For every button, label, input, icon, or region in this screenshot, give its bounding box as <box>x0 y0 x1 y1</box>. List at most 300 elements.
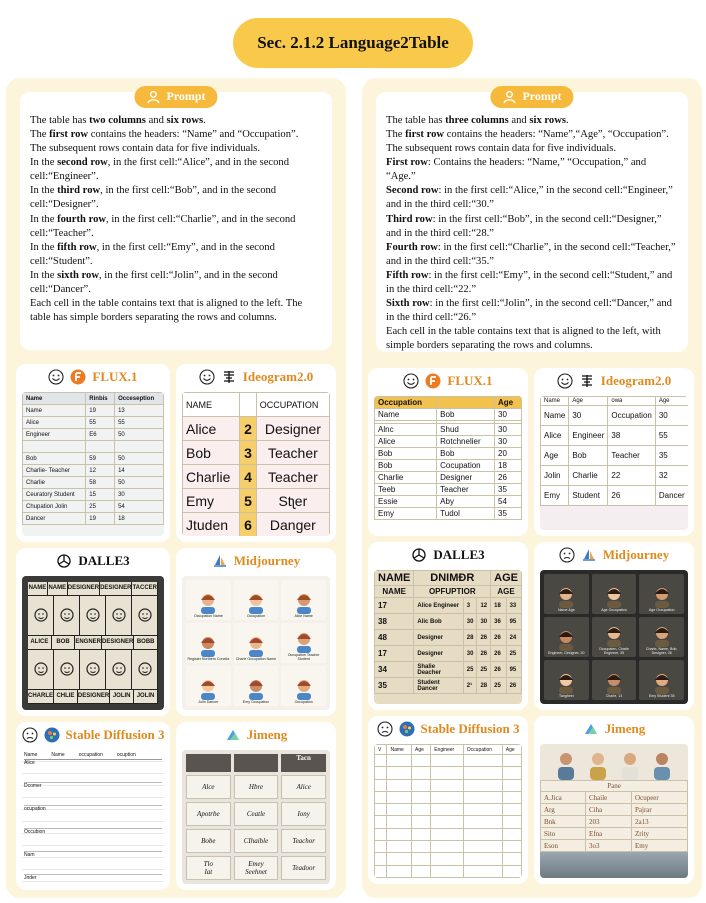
table-row <box>541 828 688 840</box>
model-name: Ideogram2.0 <box>242 369 314 384</box>
jimeng-tile <box>281 856 326 880</box>
table-cell: Dancer <box>23 513 86 525</box>
portrait-caption: Emy Student 35 <box>648 694 675 699</box>
table-cell <box>387 828 412 840</box>
portrait-icon <box>293 631 315 653</box>
portrait-tile <box>639 660 684 700</box>
prompt-emphasis: fifth row <box>57 241 97 253</box>
prompt-text-segment: The subsequent rows contain data for five individuals. <box>386 143 617 155</box>
table-cell: Aby <box>437 496 495 508</box>
dalle-cell: 26 <box>477 630 491 646</box>
table-row <box>23 441 164 453</box>
dalle-face-cell <box>80 596 106 635</box>
sd3-header-cell: ocuption <box>116 752 136 758</box>
prompt-text-segment: : in the first cell:“Emy”, in the second cell:“Student,” and in the third cell:“22.” <box>386 269 673 295</box>
dalle-cell: Shalie Deacher <box>414 662 463 678</box>
person-icon <box>587 750 609 780</box>
header-cell: Age <box>502 745 521 755</box>
table-cell <box>431 804 464 816</box>
table-cell <box>431 755 464 767</box>
table-cell <box>412 853 431 865</box>
table-row <box>23 501 164 513</box>
table-cell: Bob <box>375 460 437 472</box>
table-cell: 26 <box>495 472 522 484</box>
dalle-row <box>375 662 522 678</box>
jimeng-tile <box>281 775 326 799</box>
prompt-line <box>386 269 678 297</box>
table-cell <box>412 767 431 779</box>
table-cell: Jtuden <box>183 513 240 537</box>
table-row <box>375 865 522 877</box>
table-cell: Efna <box>585 828 631 840</box>
table-cell: Stʅer <box>256 489 329 513</box>
jimeng-card-right <box>534 716 694 884</box>
prompt-text-segment: : in the first cell:“Alice,” in the second cell:“Engineer,” and in the third cell:“30.” <box>386 185 673 211</box>
smile-face-icon <box>48 369 64 385</box>
table-cell: 55 <box>115 417 164 429</box>
table-cell: Name <box>375 409 437 421</box>
prompt-emphasis: second row <box>57 157 108 169</box>
table-cell <box>502 767 521 779</box>
table-cell: 58 <box>86 477 115 489</box>
prompt-emphasis: Third row <box>386 213 433 225</box>
portrait-tile <box>234 666 279 706</box>
jimeng-tile <box>234 829 279 853</box>
table-cell <box>463 767 502 779</box>
prompt-text-segment: and <box>145 115 167 126</box>
dalle-table <box>374 570 522 694</box>
portrait-tile <box>544 574 589 614</box>
dalle-row <box>375 646 522 662</box>
face-drawing-icon <box>33 661 49 679</box>
prompt-text-segment: In the <box>30 269 58 281</box>
prompt-text <box>30 114 322 325</box>
portrait-icon <box>293 678 315 700</box>
table-cell: 32 <box>655 466 688 486</box>
table-cell: Alice <box>23 417 86 429</box>
prompt-text-segment: contains the headers: “Name”,“Age”, “Occupation”. <box>444 129 669 141</box>
dalle-cell: 28 <box>463 630 477 646</box>
table-cell <box>387 791 412 803</box>
table-cell <box>431 853 464 865</box>
dalle-face-cell <box>28 650 54 689</box>
table-header-row <box>375 745 522 755</box>
portrait-tile <box>281 666 326 706</box>
portrait-row <box>540 744 688 780</box>
dalle-title-row <box>375 571 522 586</box>
card-head <box>176 722 336 748</box>
jimeng-tile <box>186 829 231 853</box>
table-cell <box>412 779 431 791</box>
dalle-cell: 38 <box>375 614 414 630</box>
prompt-line <box>386 241 678 269</box>
dalle-cell: 28 <box>477 678 491 694</box>
table-cell: A.Jica <box>541 792 586 804</box>
table-cell: 50 <box>115 453 164 465</box>
dalle-face-cell <box>28 596 54 635</box>
table-cell: Teacher <box>256 441 329 465</box>
prompt-text-segment: In the <box>30 213 58 225</box>
openai-logo-icon <box>411 547 427 563</box>
header-cell: Occupation <box>463 745 502 755</box>
table-cell: 3o3 <box>585 840 631 852</box>
prompt-emphasis: three columns <box>445 115 509 126</box>
dalle-cell: Student Dancer <box>414 678 463 694</box>
card-head <box>368 716 528 742</box>
jimeng-top-tile: Tacn <box>281 754 326 772</box>
table-row <box>375 472 522 484</box>
table-cell: Emy <box>632 840 688 852</box>
portrait-icon <box>651 586 673 608</box>
table-cell <box>431 779 464 791</box>
table-cell: Bob <box>23 453 86 465</box>
prompt-text-segment: In the <box>30 157 58 169</box>
model-name: Stable Diffusion 3 <box>65 727 165 742</box>
portrait-caption: Charle Occupation Name <box>235 657 277 662</box>
jimeng-logo-icon <box>225 727 241 743</box>
table-cell <box>463 828 502 840</box>
prompt-text-segment: The table has <box>386 115 446 126</box>
table-header-row <box>183 393 330 417</box>
header-cell: Name <box>541 397 569 406</box>
table-header-row <box>541 781 688 792</box>
prompt-line <box>386 325 678 353</box>
table-row <box>375 828 522 840</box>
neutral-face-icon <box>377 721 393 737</box>
prompt-text-segment: In the <box>30 185 58 197</box>
table-cell: Emy <box>375 508 437 520</box>
table-cell <box>431 791 464 803</box>
prompt-line <box>386 156 678 184</box>
table-cell: Alice <box>541 426 569 446</box>
prompt-emphasis: First row <box>386 157 428 169</box>
dalle-label: JOLIN <box>134 690 158 703</box>
table-cell: Tudol <box>437 508 495 520</box>
dalle-cell: 26 <box>491 646 506 662</box>
jimeng-name: Teachor <box>292 837 316 845</box>
portrait-tile <box>639 617 684 657</box>
table-row <box>23 453 164 465</box>
table-cell: 30 <box>495 424 522 436</box>
openai-logo-icon <box>56 553 72 569</box>
model-name: FLUX.1 <box>447 373 493 388</box>
prompt-line <box>386 128 678 142</box>
table-row <box>23 429 164 441</box>
table-cell <box>412 804 431 816</box>
portrait-caption: Alice Name <box>294 614 313 619</box>
dalle-cell: 48 <box>375 630 414 646</box>
portrait-caption: Age Occupation <box>601 608 627 613</box>
portrait-caption: Emy Occupation <box>242 700 270 705</box>
jimeng-image <box>540 744 688 878</box>
table-cell: 5 <box>240 489 256 513</box>
ideogram-card-left <box>176 364 336 542</box>
dalle-face-cell <box>106 650 132 689</box>
model-name: Midjourney <box>602 547 670 562</box>
sd3-image <box>22 750 164 884</box>
prompt-emphasis: sixth row <box>57 269 99 281</box>
dalle-title-cell: DNIΜƉR <box>414 571 491 586</box>
dalle-cell: 95 <box>506 614 521 630</box>
prompt-emphasis: two columns <box>89 115 146 126</box>
prompt-line <box>386 184 678 212</box>
jimeng-name: Apotrbe <box>197 810 220 818</box>
table-cell: Arg <box>541 804 586 816</box>
header-cell: Age <box>412 745 431 755</box>
table-row <box>541 804 688 816</box>
portrait-caption: Occupation Teacher Student <box>287 653 320 662</box>
portrait-caption: Name Age <box>557 608 575 613</box>
table-cell <box>412 841 431 853</box>
table-cell: 30 <box>569 406 608 426</box>
table-cell <box>463 865 502 877</box>
table-cell: Dancer <box>655 486 688 506</box>
table-cell: Emy <box>183 489 240 513</box>
dalle-sub-row <box>375 586 522 598</box>
card-head <box>368 368 528 394</box>
prompt-pill <box>490 86 573 108</box>
table-cell <box>502 755 521 767</box>
table-row <box>541 426 689 446</box>
dalle-label: JOLIN <box>110 690 134 703</box>
dalle-label-row <box>28 636 158 650</box>
table-cell: 6 <box>240 513 256 537</box>
ideogram-card-right <box>534 368 694 536</box>
dalle-cell: 95 <box>506 662 521 678</box>
portrait-icon <box>555 586 577 608</box>
table-cell <box>375 853 387 865</box>
card-head <box>176 364 336 390</box>
table-cell: 30 <box>495 436 522 448</box>
table-row <box>183 489 330 513</box>
table-cell <box>23 441 86 453</box>
face-drawing-icon <box>33 607 49 625</box>
prompt-box-left <box>20 89 332 350</box>
portrait-icon <box>555 672 577 694</box>
table-cell <box>115 441 164 453</box>
dalle-label-row <box>28 690 158 704</box>
prompt-line <box>30 297 322 325</box>
table-cell: Designer <box>256 417 329 441</box>
table-cell: Bob <box>183 441 240 465</box>
table-cell <box>375 865 387 877</box>
panel-two-columns <box>6 78 346 898</box>
table-cell: 35 <box>495 508 522 520</box>
sd3-row-label: ocupation <box>24 806 162 829</box>
table-cell: 30 <box>115 489 164 501</box>
stable-diffusion-logo-icon <box>399 721 415 737</box>
table-cell: 35 <box>495 484 522 496</box>
model-name: DALLE3 <box>433 547 485 562</box>
jimeng-name: Ceatle <box>246 810 266 818</box>
table-cell: Engineer <box>569 426 608 446</box>
prompt-line <box>386 213 678 241</box>
portrait-tile <box>281 580 326 620</box>
dalle-cell: 17 <box>375 646 414 662</box>
table-cell: 50 <box>115 429 164 441</box>
dalle-cell: 34 <box>375 662 414 678</box>
prompt-text-segment: The <box>386 129 406 141</box>
model-name: Ideogram2.0 <box>600 373 672 388</box>
prompt-text-segment: In the <box>30 241 58 253</box>
jimeng-name: Alce <box>202 783 215 791</box>
dalle-cell: 26 <box>477 646 491 662</box>
table-row <box>183 441 330 465</box>
prompt-emphasis: Fifth row <box>386 269 429 281</box>
portrait-tile <box>544 617 589 657</box>
table-cell <box>375 841 387 853</box>
table-row <box>23 405 164 417</box>
dalle-cell: 35 <box>375 678 414 694</box>
table-cell <box>431 841 464 853</box>
jimeng-logo-icon <box>583 721 599 737</box>
card-head <box>368 542 528 568</box>
table-cell: 4 <box>240 465 256 489</box>
flux-card-left <box>16 364 170 542</box>
dalle-cell: Designer <box>414 646 463 662</box>
sd3-row-label: Nam <box>24 852 162 875</box>
table-cell: 22 <box>608 466 655 486</box>
table-cell: Teeb <box>375 484 437 496</box>
dalle-cell: 26 <box>491 662 506 678</box>
dalle-sub-cell: NAME <box>375 586 414 598</box>
table-row <box>375 767 522 779</box>
portrait-caption: Age Occupation <box>648 608 675 613</box>
prompt-emphasis: six rows <box>166 115 204 126</box>
table-cell: Sito <box>541 828 586 840</box>
portrait-icon <box>651 672 673 694</box>
table-row <box>375 791 522 803</box>
jimeng-name: Iony <box>297 810 310 818</box>
table-cell: 15 <box>86 489 115 501</box>
table-cell: 54 <box>495 496 522 508</box>
header-cell <box>240 393 256 417</box>
portrait-caption: Jolin Dancer <box>198 700 219 705</box>
portrait-icon <box>603 586 625 608</box>
table-row <box>375 460 522 472</box>
table-cell <box>463 804 502 816</box>
table-cell: Shud <box>437 424 495 436</box>
card-head <box>176 548 336 574</box>
portrait-caption: Tangheel <box>559 694 574 699</box>
dalle-label-row <box>28 582 158 596</box>
table-cell <box>387 816 412 828</box>
portrait-caption: Engineer, Designer, 30 <box>548 651 585 656</box>
table-header-row <box>375 397 522 409</box>
face-drawing-icon <box>59 661 75 679</box>
ideogram-table-image <box>540 396 688 530</box>
jimeng-name: Alice <box>296 783 311 791</box>
table-row <box>375 816 522 828</box>
portrait-caption: Occupaten, Charle Engineer, 35 <box>599 647 629 656</box>
prompt-text-segment: : in the first cell:“Charlie”, in the second cell:“Teacher,” and in the third cell:“35.” <box>386 241 676 267</box>
portrait-icon <box>603 672 625 694</box>
table-cell: Charlie <box>569 466 608 486</box>
table-cell: 30 <box>495 409 522 421</box>
table-cell: 12 <box>86 465 115 477</box>
table-cell: 26 <box>608 486 655 506</box>
jimeng-tile <box>186 802 231 826</box>
dalle-row <box>375 614 522 630</box>
flux-table <box>22 392 164 525</box>
prompt-line <box>386 114 678 128</box>
person-icon <box>651 750 673 780</box>
midjourney-image <box>540 570 688 704</box>
table-row <box>541 840 688 852</box>
table-cell <box>375 791 387 803</box>
prompt-text-segment: contains the headers: “Name” and “Occupation”. <box>88 129 299 141</box>
dalle-cell: 2¹ <box>463 678 477 694</box>
table-cell: Charlie- Teacher <box>23 465 86 477</box>
table-cell: Teacher <box>256 465 329 489</box>
dalle-cell: 25 <box>491 678 506 694</box>
prompt-text-segment: , in the first cell:“Emy”, and in the second cell:“Student”. <box>30 241 275 267</box>
table-cell: 30 <box>655 406 688 426</box>
portrait-tile <box>592 574 637 614</box>
header-cell: Occupation <box>375 397 437 409</box>
jimeng-tile <box>281 802 326 826</box>
portrait-tile <box>186 580 231 620</box>
ideogram-logo-icon <box>221 369 237 385</box>
ideogram-table <box>540 396 688 506</box>
table-cell <box>502 853 521 865</box>
table-row <box>375 853 522 865</box>
smile-face-icon <box>403 373 419 389</box>
table-cell: Ceuratory Student <box>23 489 86 501</box>
table-cell: Student <box>569 486 608 506</box>
dalle-label: BOB <box>52 636 76 649</box>
table-cell: 25 <box>86 501 115 513</box>
dalle-face-cell <box>132 596 158 635</box>
table-cell <box>463 755 502 767</box>
table-cell: 18 <box>495 460 522 472</box>
prompt-text-segment: , in the first cell:“Bob”, and in the second cell:“Designer”. <box>30 185 277 211</box>
sd3-image <box>374 744 522 878</box>
portrait-caption: Charle, Name, Bob, Designer, 26 <box>645 647 678 656</box>
card-head <box>16 364 170 390</box>
jimeng-name: Bobe <box>201 837 216 845</box>
dalle-label: ENGNER <box>75 636 102 649</box>
prompt-emphasis: Sixth row <box>386 298 430 310</box>
table-cell <box>463 816 502 828</box>
table-row <box>183 513 330 537</box>
table-row <box>375 448 522 460</box>
midjourney-card-left <box>176 548 336 716</box>
portrait-icon <box>197 635 219 657</box>
table-cell: Essie <box>375 496 437 508</box>
table-cell: Rotchnelier <box>437 436 495 448</box>
dalle-cell: 30 <box>463 646 477 662</box>
prompt-text-segment: The <box>30 129 50 141</box>
jimeng-tile <box>234 775 279 799</box>
portrait-icon <box>245 678 267 700</box>
prompt-label: Prompt <box>522 89 562 103</box>
table-cell: Alice <box>183 417 240 441</box>
ideogram-logo-icon <box>579 373 595 389</box>
table-cell: 59 <box>86 453 115 465</box>
table-cell: 19 <box>86 405 115 417</box>
jimeng-name: Tlo Iat <box>203 860 213 876</box>
header-cell: Pane <box>541 781 688 792</box>
portrait-icon <box>651 625 673 647</box>
prompt-text-segment: , in the first cell:“Charlie”, and in the second cell:“Teacher”. <box>30 213 296 239</box>
dalle-cell: 25 <box>477 662 491 678</box>
portrait-tile <box>234 580 279 620</box>
table-cell: 3 <box>240 441 256 465</box>
table-cell: Designer <box>437 472 495 484</box>
flux-logo-icon <box>425 373 441 389</box>
header-cell: Name <box>387 745 412 755</box>
